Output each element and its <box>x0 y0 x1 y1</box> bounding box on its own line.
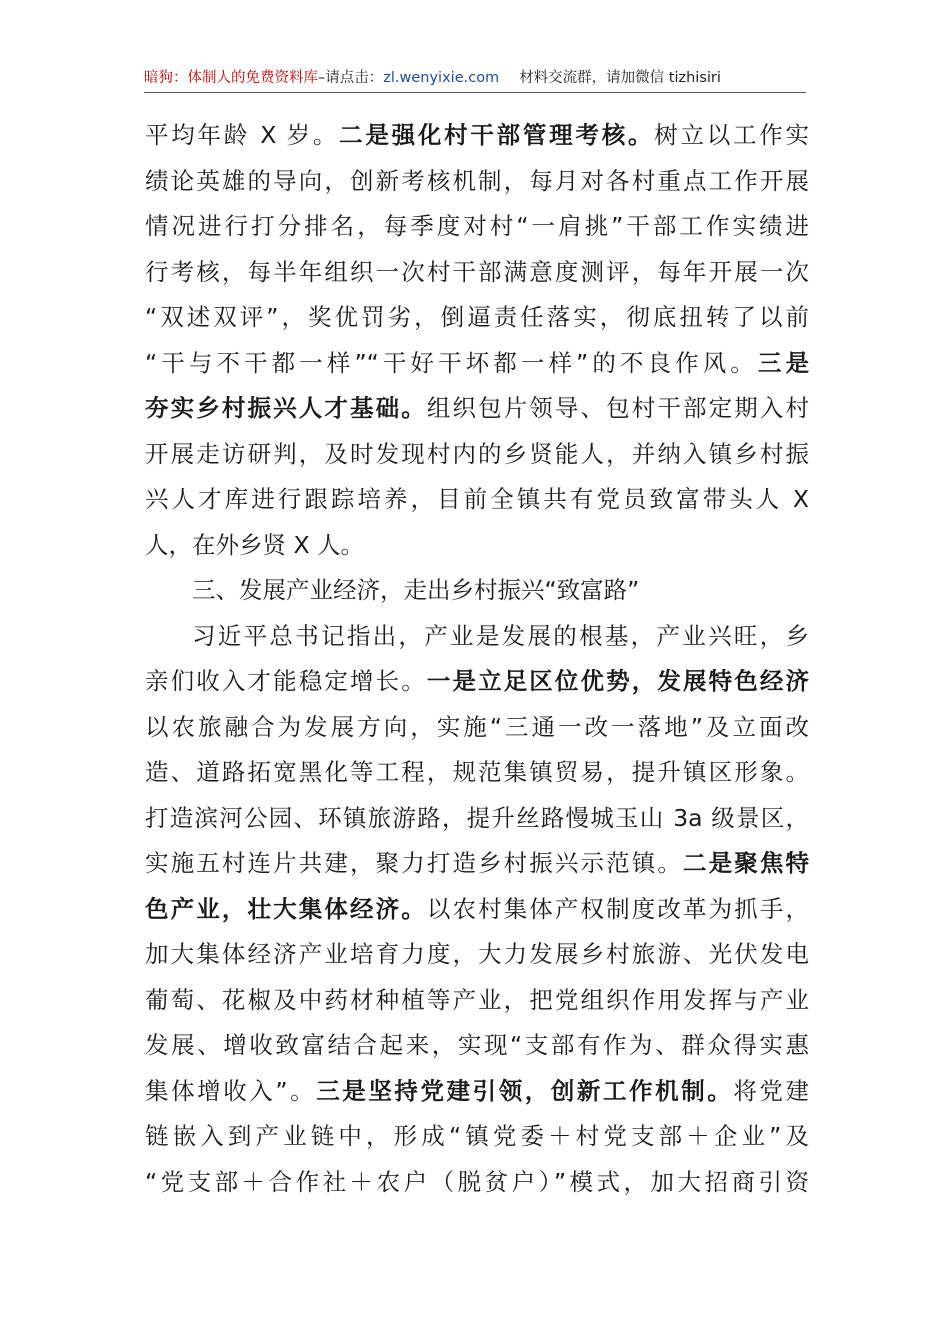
text-run: 以农旅融合为发展方向，实施“三通一改一落地”及立面改 <box>145 712 809 741</box>
text-line <box>145 1114 809 1160</box>
text-run: 绩论英雄的导向，创新考核机制，每月对各村重点工作开展 <box>145 166 809 195</box>
text-line <box>145 1069 809 1115</box>
text-run: 开展走访研判，及时发现村内的乡贤能人，并纳入镇乡村振 <box>145 439 809 468</box>
text-line <box>145 978 809 1024</box>
text-run: 以农村集体产权制度改革为抓手， <box>426 894 810 923</box>
text-run: 平均年龄 X 岁。 <box>145 121 340 149</box>
text-run: 链嵌入到产业链中，形成“镇党委＋村党支部＋企业”及 <box>145 1122 809 1150</box>
text-run: 发展、增收致富结合起来，实现“支部有作为、群众得实惠 <box>145 1031 809 1059</box>
text-line <box>145 750 809 796</box>
text-line <box>145 932 809 978</box>
text-run: 情况进行打分排名，每季度对村“一肩挑”干部工作实绩进 <box>145 212 809 240</box>
text-line <box>145 477 809 523</box>
bold-phrase: 三是 <box>757 348 810 377</box>
text-run: 葡萄、花椒及中药材种植等产业，把党组织作用发挥与产业 <box>145 985 809 1014</box>
bold-phrase: 二是强化村干部管理考核。 <box>339 121 655 149</box>
text-line <box>145 523 809 569</box>
text-line <box>145 1023 809 1069</box>
bold-phrase: 夯实乡村振兴人才基础。 <box>145 394 427 422</box>
text-line <box>145 887 809 933</box>
header-site-name: 暗狗：体制人的免费资料库 <box>144 70 318 86</box>
bold-phrase: 二是聚焦特 <box>683 849 810 877</box>
text-line <box>145 113 809 159</box>
text-run: 习近平总书记指出，产业是发展的根基，产业兴旺，乡 <box>192 621 809 650</box>
text-run: 亲们收入才能稳定增长。 <box>145 667 427 695</box>
text-run: “双述双评”，奖优罚劣，倒逼责任落实，彻底扭转了以前 <box>145 303 809 331</box>
text-line <box>145 295 809 341</box>
text-line <box>145 341 809 387</box>
page-header <box>144 66 806 93</box>
text-run: 组织包片领导、包村干部定期入村 <box>426 394 810 422</box>
text-line <box>145 250 809 296</box>
text-run: 行考核，每半年组织一次村干部满意度测评，每年开展一次 <box>145 257 809 286</box>
text-line <box>145 1160 809 1206</box>
text-run: 将党建 <box>733 1076 810 1105</box>
bold-phrase: 三是坚持党建引领，创新工作机制。 <box>316 1076 734 1105</box>
text-run: 打造滨河公园、环镇旅游路，提升丝路慢城玉山 3a 级景区， <box>145 803 809 832</box>
text-run: “党支部＋合作社＋农户（脱贫户）”模式，加大招商引资 <box>145 1167 809 1196</box>
text-line <box>145 705 809 751</box>
text-run: “干与不干都一样”“干好干坏都一样”的不良作风。 <box>145 348 758 377</box>
text-run: 兴人才库进行跟踪培养，目前全镇共有党员致富带头人 X <box>145 485 809 513</box>
document-body <box>145 113 809 1205</box>
text-run: 集体增收入”。 <box>145 1076 317 1105</box>
text-run: 加大集体经济产业培育力度，大力发展乡村旅游、光伏发电 <box>145 940 809 968</box>
header-wechat-note: 材料交流群，请加微信 tizhisiri <box>519 70 721 86</box>
text-run: 人，在外乡贤 X 人。 <box>145 530 365 559</box>
text-run: 实施五村连片共建，聚力打造乡村振兴示范镇。 <box>145 849 684 877</box>
text-line <box>145 614 809 660</box>
text-run: 造、道路拓宽黑化等工程，规范集镇贸易，提升镇区形象。 <box>145 758 809 786</box>
text-run: 树立以工作实 <box>654 121 810 149</box>
text-line <box>145 159 809 205</box>
section-heading <box>145 568 809 614</box>
text-line <box>145 432 809 478</box>
header-url-link[interactable]: zl.wenyixie.com <box>383 70 500 86</box>
header-click-prompt: –请点击： <box>318 70 384 86</box>
text-line <box>145 659 809 705</box>
text-line <box>145 796 809 842</box>
text-line <box>145 204 809 250</box>
text-run: 三、发展产业经济，走出乡村振兴“致富路” <box>192 576 640 604</box>
bold-phrase: 色产业，壮大集体经济。 <box>145 894 427 923</box>
text-line <box>145 841 809 887</box>
bold-phrase: 一是立足区位优势，发展特色经济 <box>426 667 810 695</box>
text-line <box>145 386 809 432</box>
